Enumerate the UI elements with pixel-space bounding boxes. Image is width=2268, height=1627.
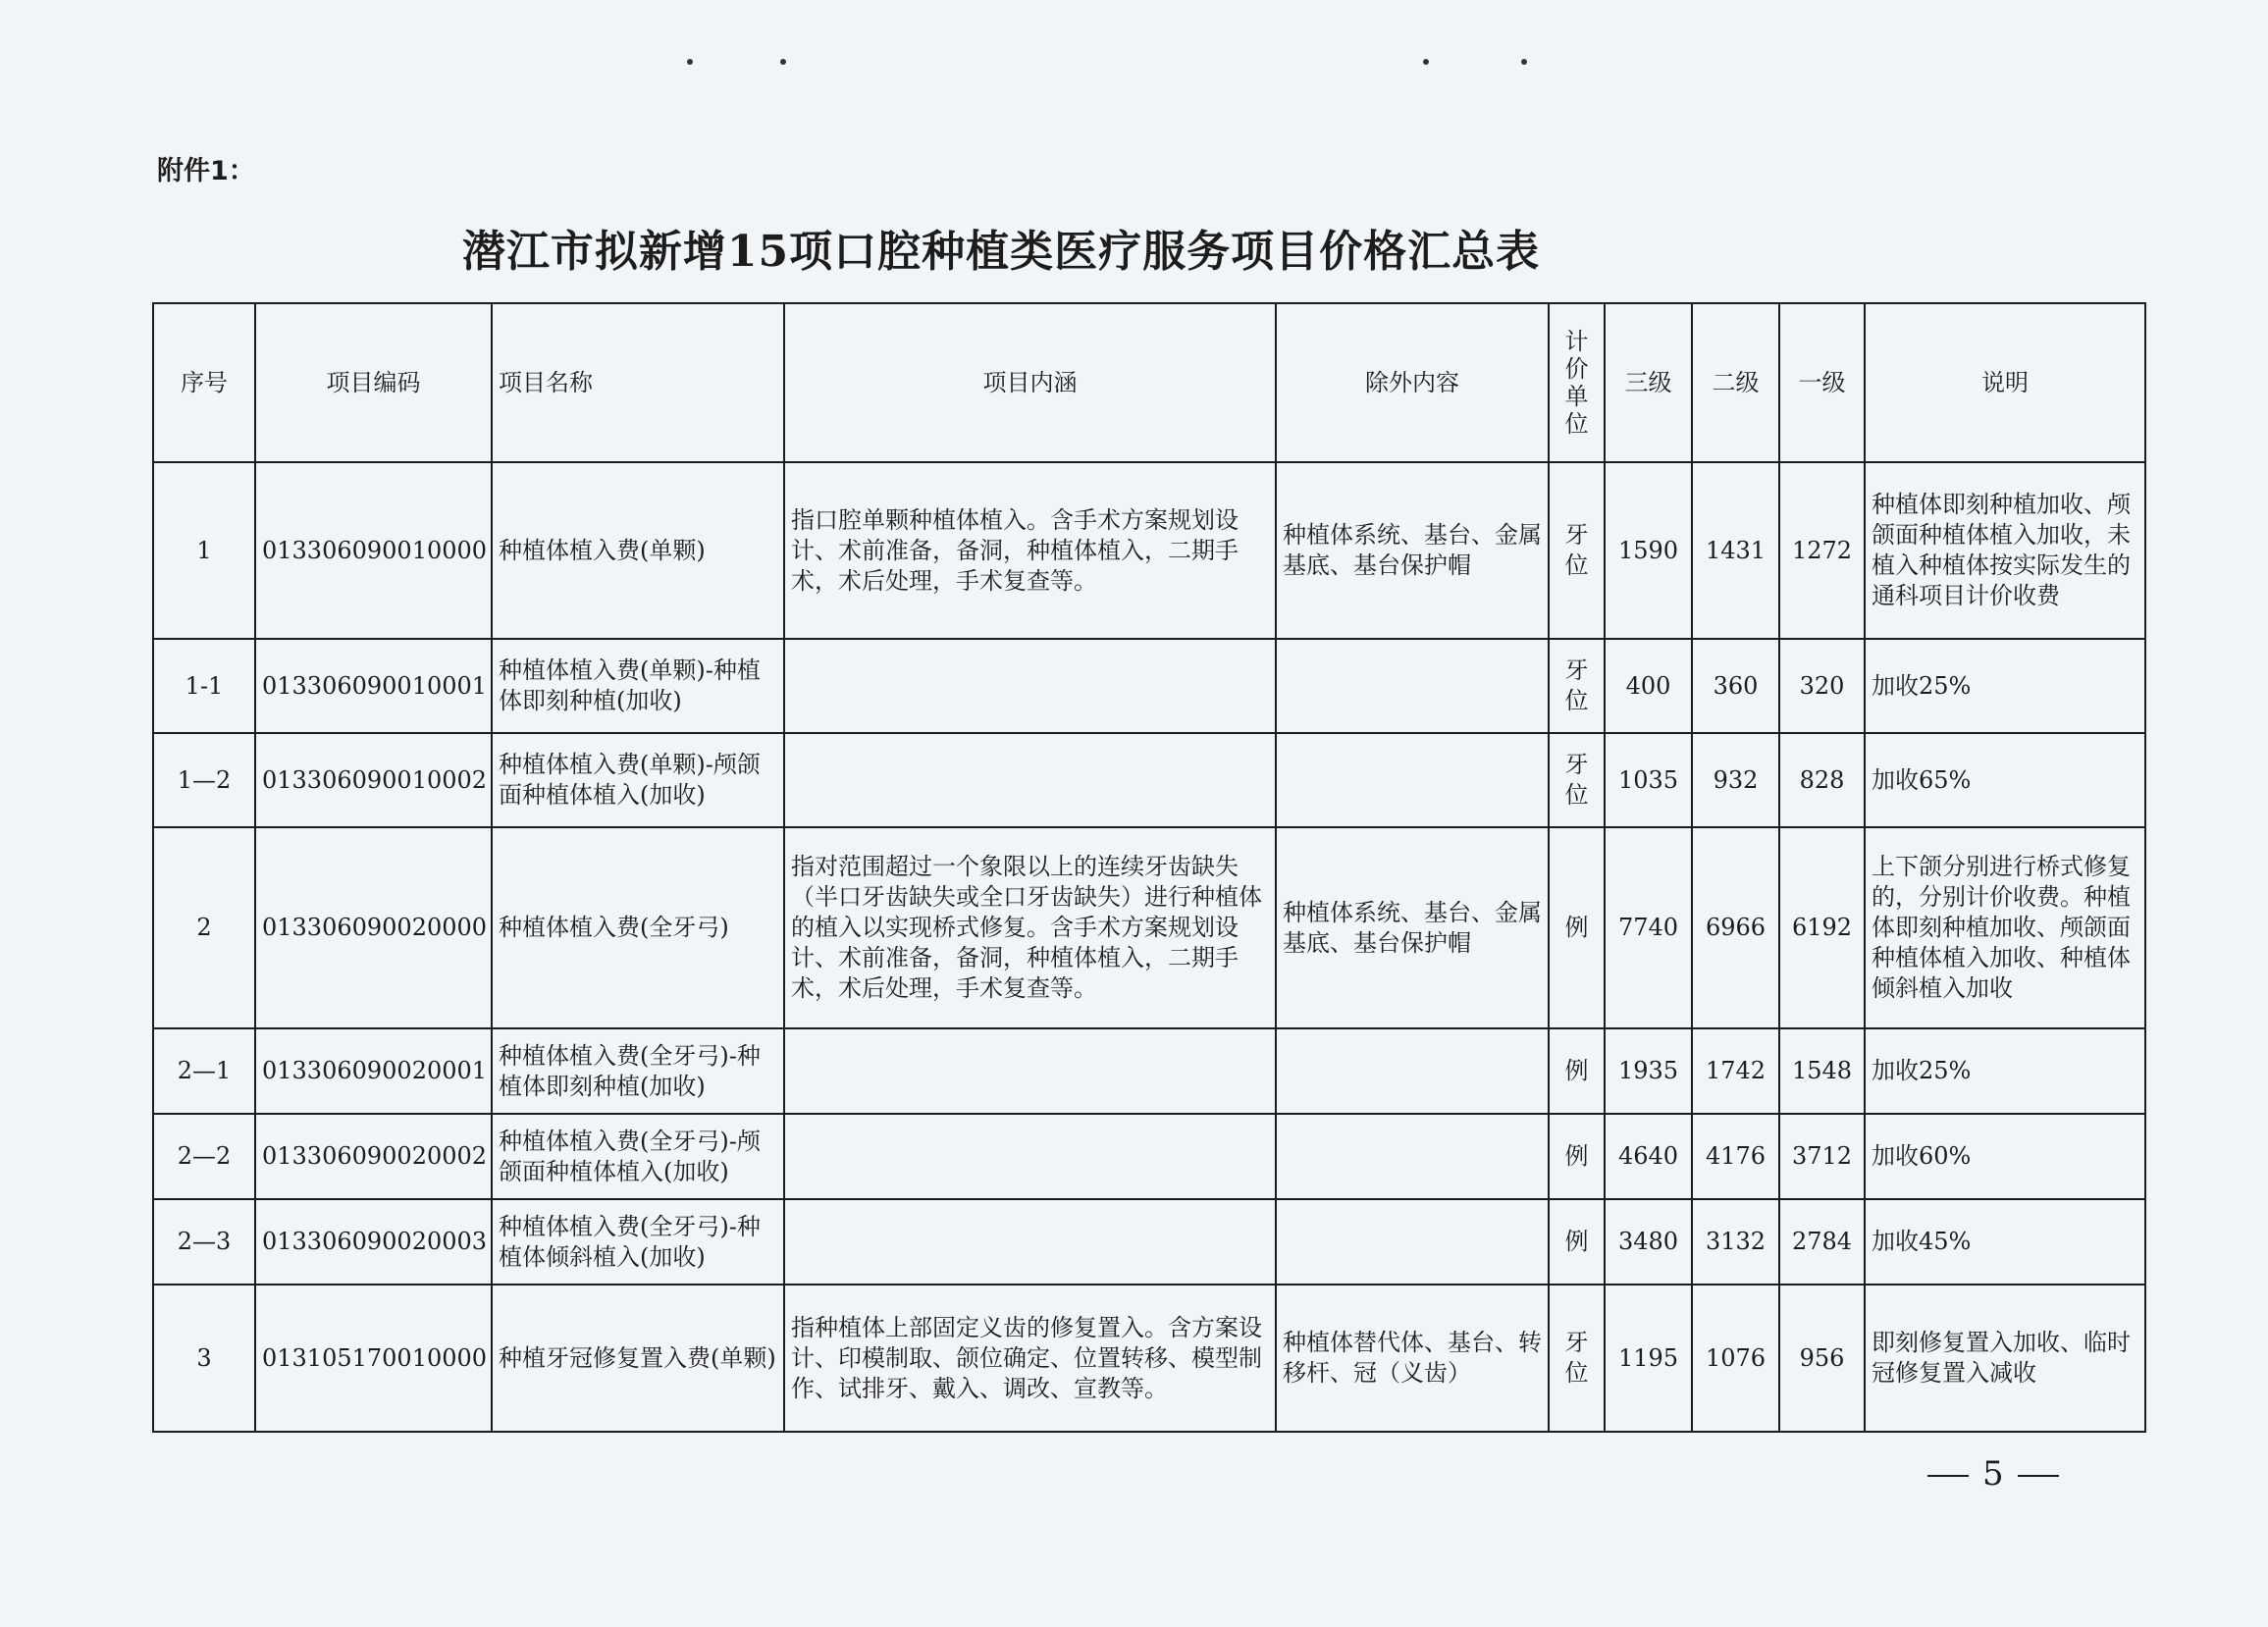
- cell-unit: 牙位: [1549, 639, 1605, 733]
- table-row: [153, 827, 2145, 1028]
- table-row: [153, 639, 2145, 733]
- cell-note: 加收25%: [1865, 639, 2145, 733]
- cell-code: 013306090020000: [255, 827, 492, 1028]
- scan-dot: [780, 59, 786, 65]
- cell-name: 种植体植入费(单颗)-种植体即刻种植(加收): [492, 639, 784, 733]
- cell-code: 013306090020001: [255, 1028, 492, 1114]
- cell-code: 013306090020002: [255, 1114, 492, 1199]
- cell-content: [784, 639, 1276, 733]
- cell-name: 种植体植入费(全牙弓): [492, 827, 784, 1028]
- header-note: 说明: [1865, 303, 2145, 462]
- dash-left: [1927, 1475, 1969, 1477]
- cell-excluded: 种植体系统、基台、金属基底、基台保护帽: [1276, 827, 1549, 1028]
- page-number: [1914, 1454, 2073, 1494]
- cell-level3: 1935: [1605, 1028, 1692, 1114]
- cell-level2: 4176: [1692, 1114, 1779, 1199]
- cell-excluded: [1276, 1114, 1549, 1199]
- cell-name: 种植体植入费(单颗): [492, 462, 784, 639]
- cell-seq: 3: [153, 1285, 255, 1432]
- cell-content: 指口腔单颗种植体植入。含手术方案规划设计、术前准备，备洞，种植体植入，二期手术，术后处理，手术复查等。: [784, 462, 1276, 639]
- cell-name: 种植体植入费(全牙弓)-颅颌面种植体植入(加收): [492, 1114, 784, 1199]
- cell-seq: 2—3: [153, 1199, 255, 1285]
- cell-level1: 1272: [1779, 462, 1865, 639]
- cell-level2: 1431: [1692, 462, 1779, 639]
- header-code: 项目编码: [255, 303, 492, 462]
- header-level2: 二级: [1692, 303, 1779, 462]
- cell-content: [784, 1028, 1276, 1114]
- cell-unit: 牙位: [1549, 462, 1605, 639]
- table-row: [153, 1028, 2145, 1114]
- header-content: 项目内涵: [784, 303, 1276, 462]
- header-name: 项目名称: [492, 303, 784, 462]
- cell-excluded: [1276, 733, 1549, 827]
- cell-code: 013105170010000: [255, 1285, 492, 1432]
- cell-level1: 1548: [1779, 1028, 1865, 1114]
- header-level1: 一级: [1779, 303, 1865, 462]
- cell-unit: 例: [1549, 1114, 1605, 1199]
- scan-dot: [1521, 59, 1527, 65]
- cell-excluded: [1276, 639, 1549, 733]
- cell-unit: 例: [1549, 827, 1605, 1028]
- cell-level2: 932: [1692, 733, 1779, 827]
- cell-level3: 4640: [1605, 1114, 1692, 1199]
- cell-note: 加收25%: [1865, 1028, 2145, 1114]
- cell-name: 种植体植入费(单颗)-颅颌面种植体植入(加收): [492, 733, 784, 827]
- cell-content: 指种植体上部固定义齿的修复置入。含方案设计、印模制取、颌位确定、位置转移、模型制作、试排牙、戴入、调改、宣教等。: [784, 1285, 1276, 1432]
- table-row: [153, 733, 2145, 827]
- cell-note: 加收60%: [1865, 1114, 2145, 1199]
- cell-level3: 3480: [1605, 1199, 1692, 1285]
- cell-excluded: [1276, 1028, 1549, 1114]
- cell-level3: 1035: [1605, 733, 1692, 827]
- cell-content: [784, 1199, 1276, 1285]
- cell-seq: 1-1: [153, 639, 255, 733]
- cell-note: 上下颌分别进行桥式修复的，分别计价收费。种植体即刻种植加收、颅颌面种植体植入加收、种植体倾斜植入加收: [1865, 827, 2145, 1028]
- cell-name: 种植体植入费(全牙弓)-种植体即刻种植(加收): [492, 1028, 784, 1114]
- cell-code: 013306090010002: [255, 733, 492, 827]
- document-title: 潜江市拟新增15项口腔种植类医疗服务项目价格汇总表: [461, 227, 1541, 277]
- cell-seq: 2—1: [153, 1028, 255, 1114]
- header-unit: 计价单位: [1549, 303, 1605, 462]
- cell-name: 种植牙冠修复置入费(单颗): [492, 1285, 784, 1432]
- cell-unit: 例: [1549, 1199, 1605, 1285]
- scan-dot: [687, 59, 693, 65]
- cell-content: 指对范围超过一个象限以上的连续牙齿缺失（半口牙齿缺失或全口牙齿缺失）进行种植体的植入以实现桥式修复。含手术方案规划设计、术前准备，备洞，种植体植入，二期手术，术后处理，手术复查等。: [784, 827, 1276, 1028]
- table-header-row: [153, 303, 2145, 462]
- cell-level1: 6192: [1779, 827, 1865, 1028]
- cell-seq: 2: [153, 827, 255, 1028]
- cell-seq: 1: [153, 462, 255, 639]
- cell-excluded: 种植体替代体、基台、转移杆、冠（义齿）: [1276, 1285, 1549, 1432]
- cell-level3: 1590: [1605, 462, 1692, 639]
- cell-level1: 2784: [1779, 1199, 1865, 1285]
- cell-level1: 956: [1779, 1285, 1865, 1432]
- cell-level3: 7740: [1605, 827, 1692, 1028]
- dash-right: [2018, 1475, 2059, 1477]
- cell-content: [784, 733, 1276, 827]
- header-excluded: 除外内容: [1276, 303, 1549, 462]
- cell-note: 加收65%: [1865, 733, 2145, 827]
- cell-seq: 1—2: [153, 733, 255, 827]
- header-level3: 三级: [1605, 303, 1692, 462]
- cell-level2: 1742: [1692, 1028, 1779, 1114]
- cell-note: 加收45%: [1865, 1199, 2145, 1285]
- table-row: [153, 1285, 2145, 1432]
- cell-level1: 320: [1779, 639, 1865, 733]
- cell-code: 013306090010000: [255, 462, 492, 639]
- cell-level3: 400: [1605, 639, 1692, 733]
- cell-code: 013306090020003: [255, 1199, 492, 1285]
- table-row: [153, 1114, 2145, 1199]
- cell-level1: 3712: [1779, 1114, 1865, 1199]
- cell-note: 即刻修复置入加收、临时冠修复置入减收: [1865, 1285, 2145, 1432]
- table-row: [153, 462, 2145, 639]
- cell-note: 种植体即刻种植加收、颅颌面种植体植入加收，未植入种植体按实际发生的通科项目计价收费: [1865, 462, 2145, 639]
- cell-level3: 1195: [1605, 1285, 1692, 1432]
- cell-level2: 6966: [1692, 827, 1779, 1028]
- cell-name: 种植体植入费(全牙弓)-种植体倾斜植入(加收): [492, 1199, 784, 1285]
- cell-content: [784, 1114, 1276, 1199]
- cell-code: 013306090010001: [255, 639, 492, 733]
- page-number-value: 5: [1982, 1454, 2004, 1494]
- cell-unit: 牙位: [1549, 733, 1605, 827]
- scan-dot: [1423, 59, 1429, 65]
- attachment-label: 附件1：: [157, 156, 255, 186]
- cell-level1: 828: [1779, 733, 1865, 827]
- cell-excluded: [1276, 1199, 1549, 1285]
- table-row: [153, 1199, 2145, 1285]
- header-seq: 序号: [153, 303, 255, 462]
- cell-level2: 3132: [1692, 1199, 1779, 1285]
- cell-seq: 2—2: [153, 1114, 255, 1199]
- cell-unit: 例: [1549, 1028, 1605, 1114]
- cell-unit: 牙位: [1549, 1285, 1605, 1432]
- cell-level2: 1076: [1692, 1285, 1779, 1432]
- cell-excluded: 种植体系统、基台、金属基底、基台保护帽: [1276, 462, 1549, 639]
- cell-level2: 360: [1692, 639, 1779, 733]
- price-table: [152, 302, 2146, 1433]
